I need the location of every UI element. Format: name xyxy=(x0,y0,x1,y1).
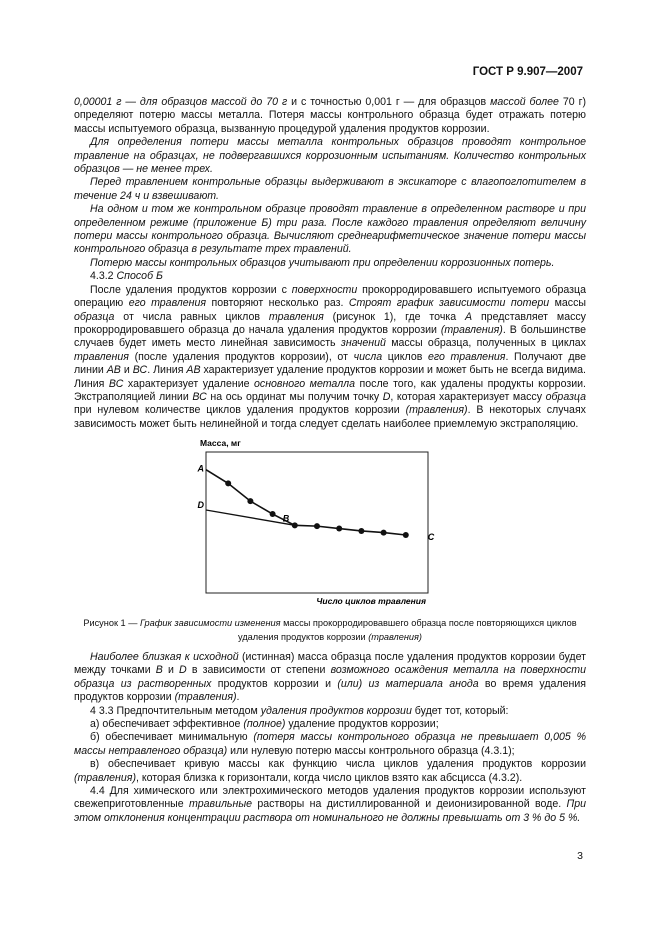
text-run: Строят график зависимости потери xyxy=(348,297,550,310)
paragraph xyxy=(74,758,586,785)
top-text-block xyxy=(74,96,586,431)
paragraph xyxy=(74,705,586,718)
text-run: и xyxy=(162,664,180,677)
text-run: во время удаления продуктов коррозии xyxy=(74,677,586,704)
text-run: (травления) xyxy=(405,404,468,417)
text-run: и xyxy=(120,364,133,377)
text-run: в зависимости от степени xyxy=(186,664,331,677)
paragraph xyxy=(74,284,586,431)
text-run: D xyxy=(382,390,391,403)
text-run: травления xyxy=(268,310,324,323)
data-point xyxy=(225,480,231,486)
text-run: растворы на дистиллированной и деионизированной воде. xyxy=(252,798,567,811)
data-point xyxy=(403,532,409,538)
text-run: АВ xyxy=(106,364,121,377)
text-run: (травления) xyxy=(440,323,503,336)
text-run: Потерю массы контрольных образцов учитывают при определении коррозионных потерь. xyxy=(90,256,555,269)
paragraph xyxy=(74,731,586,758)
text-run: (травления) xyxy=(174,691,237,704)
text-run: на ось ординат мы получим точку xyxy=(206,390,383,403)
text-run: В xyxy=(155,664,163,677)
text-run: Наиболее близкая к исходной xyxy=(90,651,239,663)
data-point xyxy=(358,528,364,534)
text-run: массы образца, полученных в циклах xyxy=(385,337,586,350)
text-run: образца xyxy=(74,310,115,323)
text-run: . xyxy=(236,691,240,704)
data-point xyxy=(270,511,276,517)
text-run: (рисунок 1), где точка xyxy=(323,310,465,323)
paragraph xyxy=(74,257,586,270)
text-run: циклов xyxy=(382,350,428,363)
text-run: характеризует удаление продуктов коррозии и может быть не всегда видима. Линия xyxy=(74,364,586,390)
text-run: представляет массу прокорродировавшего образца до начала удаления продуктов коррозии xyxy=(74,310,586,336)
text-run: (травления) xyxy=(368,631,422,642)
text-run: ВС xyxy=(132,364,148,377)
paragraph xyxy=(74,136,586,176)
point-label-d: D xyxy=(197,500,204,511)
text-run: продуктов коррозии и xyxy=(211,677,338,690)
text-run: удаления продуктов коррозии xyxy=(260,704,412,717)
figure-1-chart xyxy=(188,432,458,616)
text-run: прокорродировавшего испытуемого образца операцию xyxy=(74,283,586,310)
data-point xyxy=(292,522,298,528)
point-label-b: B xyxy=(282,513,290,524)
text-run: основного металла xyxy=(254,377,356,390)
text-run: при нулевом количестве циклов удаления продуктов коррозии xyxy=(74,404,406,417)
paragraph xyxy=(74,203,586,257)
text-run: его травления xyxy=(128,297,206,310)
text-run: 4.3.2 xyxy=(90,270,117,283)
text-run: характеризует удаление xyxy=(123,377,255,390)
paragraph xyxy=(74,651,586,705)
plot-frame xyxy=(206,452,428,593)
paragraph xyxy=(74,785,586,825)
text-run: АВ xyxy=(186,364,201,377)
paragraph xyxy=(74,96,586,136)
paragraph xyxy=(74,718,586,731)
text-run: Рисунок 1 — xyxy=(83,618,140,628)
paragraph xyxy=(74,176,586,203)
y-axis-label: Масса, мг xyxy=(200,438,241,448)
text-run: числа xyxy=(353,350,383,363)
text-run: или нулевую потерю массы контрольного образца (4.3.1); xyxy=(227,744,515,757)
text-run: возможного осаждения металла на поверхности образца из растворенных xyxy=(74,664,586,690)
bottom-text-block xyxy=(74,651,586,825)
text-run: (после удаления продуктов коррозии), от xyxy=(128,350,354,363)
text-run: Способ Б xyxy=(116,270,163,283)
text-run: 4 3.3 Предпочтительным методом xyxy=(90,704,261,717)
data-point xyxy=(336,526,342,532)
text-run: ВС xyxy=(192,390,207,403)
text-run: 70 г) определяют потерю массы металла. Потеря массы контрольного образца будет отражать потерю массы испытуемого образца, вызванную процедурой удаления продуктов коррозии. xyxy=(74,96,586,135)
text-run: . Линия xyxy=(147,364,187,377)
paragraph xyxy=(74,270,586,283)
text-run: 0,00001 г — для образцов массой до 70 г xyxy=(74,96,288,108)
text-run: (полное) xyxy=(243,718,286,731)
text-run: травильные xyxy=(189,798,253,811)
chart-svg xyxy=(188,432,458,616)
data-point xyxy=(314,523,320,529)
text-run: после того, как удалены продукты коррозии. Экстраполяцией линии xyxy=(74,377,586,403)
text-run: График зависимости изменения xyxy=(139,618,281,628)
text-run: 4.4 Для химического или электрохимического методов удаления продуктов коррозии используют свежеприготовленные xyxy=(74,785,586,811)
point-label-c: C xyxy=(427,531,435,542)
text-run: D xyxy=(179,664,187,677)
text-run: удаление продуктов коррозии; xyxy=(285,718,439,731)
text-run: . Получают две линии xyxy=(74,350,587,377)
text-run: и с точностью 0,001 г — для образцов xyxy=(287,96,491,108)
text-run: При этом отклонения концентрации раствора от номинального не должны превышать от 3 % до 5 %. xyxy=(74,798,586,824)
text-run: (травления) xyxy=(74,771,136,784)
text-run: массы xyxy=(549,297,587,310)
text-run: поверхности xyxy=(291,283,358,296)
text-run: Для определения потери массы металла контрольных образцов проводят контрольное травление на образцах, не подвергавшихся коррозионным испытаниям. Количество контрольных образцов — не менее трех. xyxy=(74,136,586,176)
text-run: массой более xyxy=(490,96,559,108)
text-run: , которая близка к горизонтали, когда число циклов взято как абсцисса (4.3.2). xyxy=(135,771,523,784)
page-number: 3 xyxy=(577,850,583,862)
text-run: его травления xyxy=(428,350,506,363)
text-run: (или) из материала анода xyxy=(337,677,479,690)
standard-header: ГОСТ Р 9.907—2007 xyxy=(472,66,583,78)
text-run: А xyxy=(464,310,473,323)
text-run: . В большинстве случаев будет иметь место линейная зависимость xyxy=(74,323,586,350)
text-run: Перед травлением контрольные образцы выдерживают в эксикаторе с влагопоглотителем в течение 24 ч и взвешивают. xyxy=(74,176,586,202)
text-run: повторяют несколько раз. xyxy=(206,297,349,310)
text-run: травления xyxy=(74,350,129,363)
point-label-a: A xyxy=(197,463,204,474)
text-run: . В некоторых случаях зависимость может быть нелинейной и тогда следует сделать наиболее приемлемую экстраполяцию. xyxy=(74,404,586,430)
text-run: значений xyxy=(340,337,386,350)
text-run: , которая характеризует массу xyxy=(390,390,546,403)
text-run: массы прокорродировавшего образца после повторяющихся циклов удаления продуктов коррозии xyxy=(238,618,577,642)
text-run: ВС xyxy=(108,377,124,390)
series-line xyxy=(206,470,406,535)
data-point xyxy=(381,530,387,536)
data-point xyxy=(247,498,253,504)
text-run: а) обеспечивает эффективное xyxy=(90,718,244,731)
text-run: (потеря массы контрольного образца не превышает 0,005 % массы нетравленого образца) xyxy=(74,731,586,757)
text-run: На одном и том же контрольном образце проводят травление в определенном растворе и при определенном режиме (приложение Б) три раза. После каждого травления определяют величину потери массы контрольного образца. Вычисляют среднеарифметическое значение потери массы контрольного образца в результате трех травлений. xyxy=(74,203,586,256)
x-axis-label: Число циклов травления xyxy=(316,596,426,606)
text-run: После удаления продуктов коррозии с xyxy=(90,283,292,296)
text-run: в) обеспечивает кривую массы как функцию числа циклов удаления продуктов коррозии xyxy=(90,758,586,771)
text-run: образца xyxy=(545,390,586,403)
text-run: будет тот, который: xyxy=(411,704,509,717)
text-run: б) обеспечивает минимальную xyxy=(90,731,254,744)
text-run: от числа равных циклов xyxy=(114,310,269,323)
text-run: (истинная) масса образца после удаления продуктов коррозии будет между точками xyxy=(74,651,586,677)
figure-caption xyxy=(74,617,586,644)
